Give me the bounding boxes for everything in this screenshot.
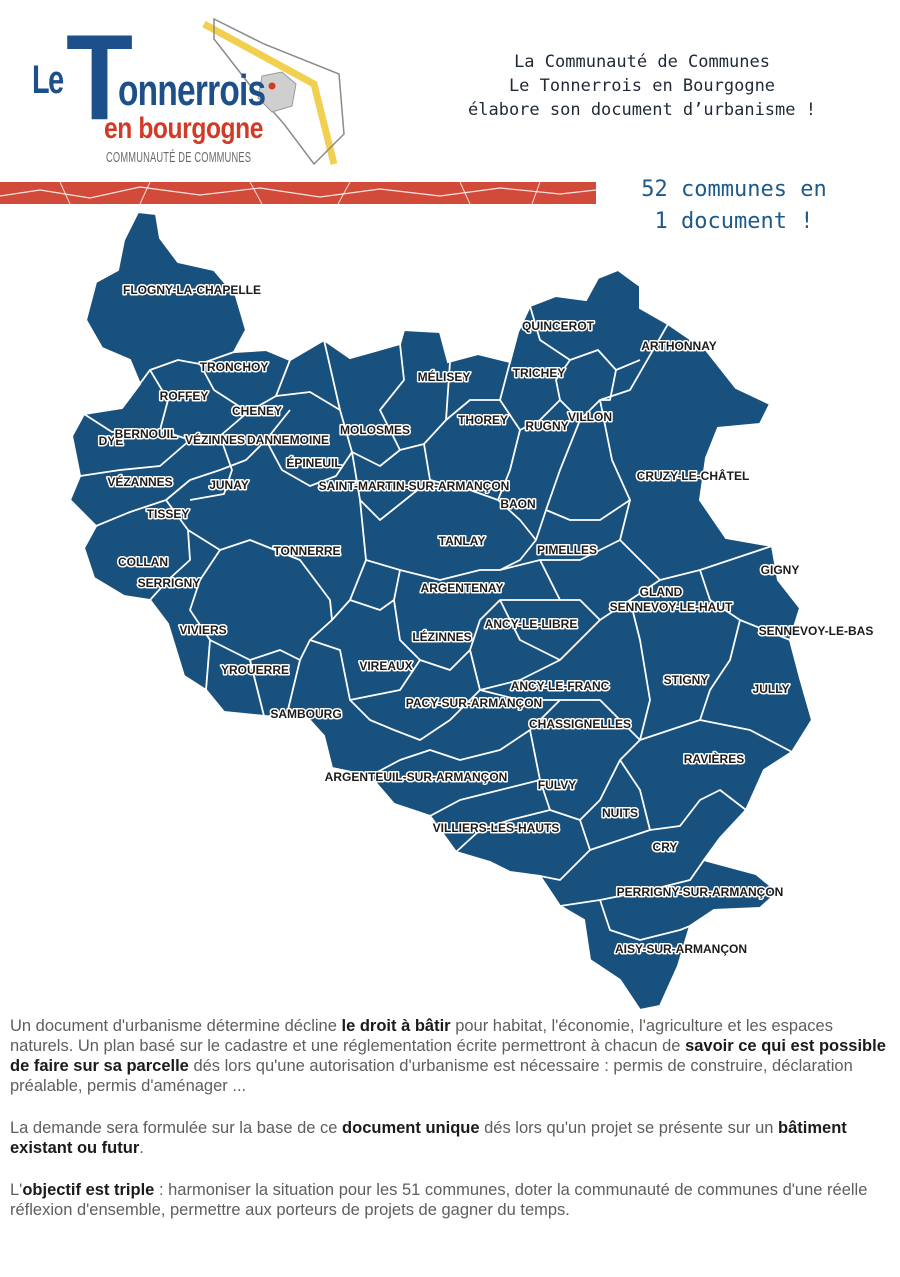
header-title [422,50,862,122]
text: dés lors qu'une autorisation d'urbanisme est nécessaire : permis de construire, déclaration préalable, permis d'aménager ... [10,1057,853,1095]
paragraph-2 [10,1118,890,1158]
commune-label: ARGENTENAY [420,581,504,595]
emphasis: savoir ce qui est possible de faire sur sa parcelle [10,1037,886,1075]
text: pour habitat, l'économie, l'agriculture et les espaces naturels. Un plan basé sur le cadastre et une réglementation écrite permettront à chacun de [10,1017,833,1055]
communes-map [0,200,900,1020]
emphasis: objectif est triple [22,1181,155,1199]
commune-label: VÉZANNES [107,475,173,489]
commune-label: STIGNY [663,673,709,687]
commune-label: VILLON [568,410,612,424]
commune-label: PERRIGNY-SUR-ARMANÇON [616,885,784,899]
emphasis: bâtiment existant ou futur [10,1119,847,1157]
commune-label: RAVIÈRES [683,752,745,766]
commune-label: FULVY [537,778,577,792]
commune-label: PACY-SUR-ARMANÇON [405,696,543,710]
logo-le: Le [32,58,63,102]
commune-label: GLAND [639,585,683,599]
commune-label: JUNAY [209,478,249,492]
commune-label: ARTHONNAY [641,339,717,353]
commune-label: TRONCHOY [199,360,269,374]
emphasis: le droit à bâtir [341,1017,451,1035]
commune-label: VILLIERS-LES-HAUTS [432,821,560,835]
commune-label: TRICHEY [512,366,566,380]
commune-label: THOREY [457,413,509,427]
logo-onnerrois: onnerrois [118,66,266,115]
emphasis: document unique [342,1119,480,1137]
commune-label: YROUERRE [220,663,290,677]
logo-t: T [66,9,134,145]
commune-label: VIVIERS [179,623,227,637]
text: La demande sera formulée sur la base de ce [10,1119,343,1137]
commune-label: TANLAY [438,534,486,548]
commune-label: VÉZINNES [184,433,246,447]
header-line-1: La Communauté de Communes [514,52,770,72]
commune-label: DYÉ [98,434,124,448]
commune-label: CRUZY-LE-CHÂTEL [636,469,750,483]
commune-label: ANCY-LE-LIBRE [484,617,578,631]
commune-label: VIREAUX [359,659,413,673]
commune-label: NUITS [602,806,638,820]
commune-label: BERNOUIL [114,427,178,441]
logo [14,9,346,174]
commune-label: LÉZINNES [412,630,472,644]
commune-label: PIMELLES [536,543,598,557]
commune-label: MOLOSMES [339,423,411,437]
commune-label: TONNERRE [273,544,341,558]
text: dés lors qu'un projet se présente sur un [479,1119,779,1137]
commune-label: CHENEY [231,404,283,418]
commune-label: CHASSIGNELLES [528,717,632,731]
commune-label: SENNEVOY-LE-BAS [758,624,874,638]
commune-label: JULLY [752,682,790,696]
commune-label: RUGNY [525,419,569,433]
paragraph-3 [10,1180,890,1220]
commune-label: SAINT-MARTIN-SUR-ARMANÇON [318,479,510,493]
header-line-2: Le Tonnerrois en Bourgogne [508,76,776,96]
commune-label: QUINCEROT [522,319,594,333]
commune-label: CRY [652,840,678,854]
commune-label: SERRIGNY [137,576,201,590]
text: Un document d'urbanisme détermine décline [10,1017,342,1035]
commune-label: ÉPINEUIL [286,456,342,470]
commune-label: AISY-SUR-ARMANÇON [615,942,747,956]
commune-label: ARGENTEUIL-SUR-ARMANÇON [324,770,508,784]
paragraph-1 [10,1016,890,1096]
commune-label: FLOGNY-LA-CHAPELLE [123,283,261,297]
logo-bourgogne: en bourgogne [104,112,264,145]
commune-label: COLLAN [118,555,168,569]
tagline-line-2: 1 document ! [654,209,814,234]
commune-label: ROFFEY [159,389,209,403]
commune-label: SENNEVOY-LE-HAUT [609,600,733,614]
commune-label: ANCY-LE-FRANC [510,679,610,693]
logo-communaute: COMMUNAUTÉ DE COMMUNES [106,149,252,166]
text: . [139,1139,144,1157]
header-line-3: élabore son document d’urbanisme ! [468,100,816,120]
commune-label: BAON [500,497,536,511]
commune-label: MÉLISEY [417,370,471,384]
text: : harmoniser la situation pour les 51 communes, doter la communauté de communes d'une réelle réflexion d'ensemble, permettre aux porteurs de projets de gagner du temps. [10,1181,868,1219]
commune-label: TISSEY [146,507,190,521]
commune-label: GIGNY [760,563,800,577]
text: L' [10,1181,23,1199]
body-text [10,1016,890,1242]
commune-label: SAMBOURG [270,707,342,721]
tagline-line-1: 52 communes en [641,177,827,202]
commune-label: DANNEMOINE [246,433,330,447]
